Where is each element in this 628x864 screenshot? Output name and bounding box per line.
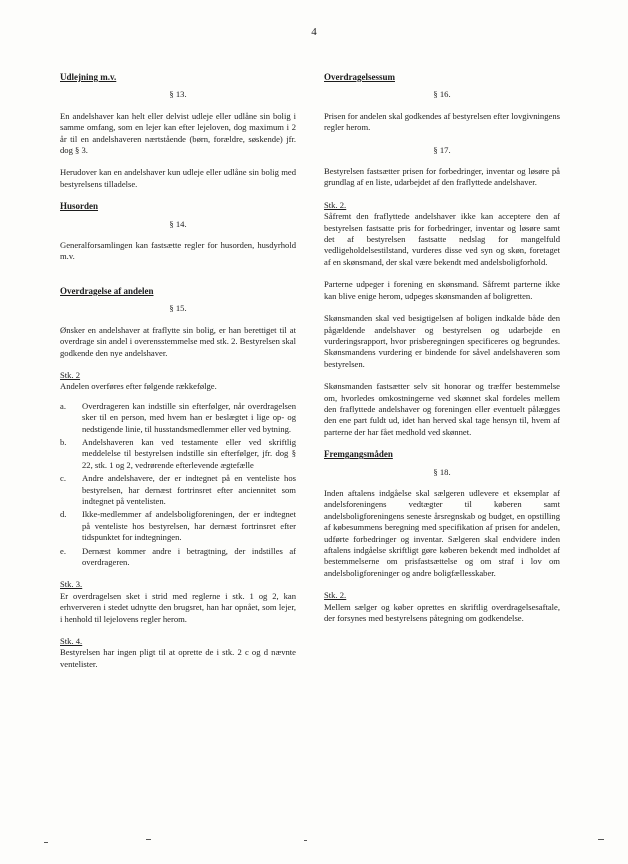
section-15: § 15. — [169, 303, 187, 314]
paragraph-18-1: Inden aftalens indgåelse skal sælgeren udlevere et eksemplar af andelsforeningens vedtægter til køberen samt andelsboligforeningens seneste årsregnskab og budget, en opstilling af købesummens beregning med specifikation af prisen for andelen, udførte forbedringer og inventar. Sælgeren skal endvidere inden aftalens indgåelse skriftligt gøre køberen bekendt med indholdet af bestemmelserne om prisfastsættelse og om straf i lov om andelsboligforeninger og andre boligfællesskaber. — [324, 487, 560, 578]
heading-overdragelsessum: Overdragelsessum — [324, 72, 395, 82]
list-item — [60, 509, 296, 543]
paragraph-13-2: Herudover kan en andelshaver kun udleje eller udlåne sin bolig med bestyrelsens tilladelse. — [60, 167, 296, 189]
paragraph-17-skonsmanden: Skønsmanden skal ved besigtigelsen af boligen indkalde både den pågældende andelshaver og bestyrelsen og udarbejde en vurderingsrapport, hvor prisberegningen specificeres og begrundes. Skønsmandens vurdering er bindende for såvel andelshaveren som bestyrelsen. — [324, 313, 560, 369]
list-item-text: Andre andelshavere, der er indtegnet på en venteliste hos bestyrelsen, har dernæst fortrinsret efter anciennitet som indtegnet på ventelisten. — [82, 473, 296, 506]
list-item — [60, 401, 296, 435]
list-item-text: Dernæst kommer andre i betragtning, der indstilles af overdrageren. — [82, 545, 296, 567]
heading-husorden: Husorden — [60, 201, 99, 212]
paragraph-15-3: Er overdragelsen sket i strid med reglerne i stk. 1 og 2, kan erhververen i stedet udnytte den brugsret, han har opnået, som lejer, i henhold til lejelovens regler herom. — [60, 590, 296, 624]
section-14: § 14. — [169, 218, 187, 229]
heading-fremgangsmaaden: Fremgangsmåden — [324, 449, 393, 460]
paragraph-17-parterne: Parterne udpeger i forening en skønsmand. Såfremt parterne ikke kan blive enige herom, udpeges skønsmanden af boligretten. — [324, 279, 560, 301]
paragraph-15-1: Ønsker en andelshaver at fraflytte sin bolig, er han berettiget til at overdrage sin andel i overensstemmelse med stk. 2. Bestyrelsen skal godkende den nye andelshaver. — [60, 324, 296, 358]
page-number: 4 — [311, 26, 317, 38]
list-item — [60, 437, 296, 471]
list-item-text: Andelshaveren kan ved testamente eller ved skriftlig meddelelse til bestyrelsen indstille sin efterfølger, jfr. dog § 22, stk. 1 og 2, vedrørende efterlevende ægtefælle — [82, 436, 296, 470]
scan-mark — [598, 839, 604, 840]
right-column — [324, 72, 560, 635]
list-item-label: c. — [60, 473, 66, 484]
list-item-label: d. — [60, 509, 67, 520]
paragraph-17-2: Såfremt den fraflyttede andelshaver ikke kan acceptere den af bestyrelsen fastsatte pris for forbedringer, inventar og løsøre samt det af bestyrelsen fastsatte nedslag for mangelfuld vedligeholdelsestilstand, vurderes disse ved syn og skøn, foretaget af en skønsmand, der skal være bekendt med andelsboligforhold. — [324, 211, 560, 267]
section-18: § 18. — [433, 466, 451, 477]
scan-mark — [304, 840, 307, 841]
scan-mark — [44, 842, 48, 843]
stk-label-15-3: Stk. 3. — [60, 579, 83, 590]
paragraph-13-1: En andelshaver kan helt eller delvist udleje eller udlåne sin bolig i samme omfang, som en lejer kan efter lejeloven, dog maximum i 2 år til en andelshaveren nærtstående (børn, forældre, søskende) jfr. dog § 3. — [60, 110, 296, 156]
paragraph-16-1: Prisen for andelen skal godkendes af bestyrelsen efter lovgivningens regler herom. — [324, 110, 560, 133]
stk-label-15-4: Stk. 4. — [60, 636, 83, 647]
list-item-text: Overdrageren kan indstille sin efterfølger, når overdragelsen sker til en person, med hvem han er beslægtet i lige op- og nedstigende linie, til husstandsmedlemmer eller ved bytning. — [82, 400, 296, 434]
section-13: § 13. — [169, 89, 187, 100]
list-item-label: a. — [60, 400, 66, 411]
paragraph-15-2-intro: Andelen overføres efter følgende rækkefølge. — [60, 381, 217, 392]
stk-label-18-2: Stk. 2. — [324, 590, 347, 601]
paragraph-17-1: Bestyrelsen fastsætter prisen for forbedringer, inventar og løsøre på grundlag af en liste, udarbejdet af den fraflyttede andelshaver. — [324, 166, 560, 188]
section-16: § 16. — [433, 89, 451, 100]
heading-overdragelse: Overdragelse af andelen — [60, 285, 154, 296]
section-17: § 17. — [433, 144, 451, 155]
heading-udlejning: Udlejning m.v. — [60, 72, 117, 82]
scan-mark — [146, 839, 151, 840]
list-item-label: b. — [60, 436, 67, 447]
paragraph-15-4: Bestyrelsen har ingen pligt til at oprette de i stk. 2 c og d nævnte ventelister. — [60, 647, 296, 669]
stk-label-15-2: Stk. 2 — [60, 369, 81, 380]
left-column — [60, 72, 296, 681]
paragraph-14-1: Generalforsamlingen kan fastsætte regler for husorden, husdyrhold m.v. — [60, 240, 296, 262]
succession-list — [60, 401, 296, 569]
list-item-text: Ikke-medlemmer af andelsboligforeningen, der er indtegnet på venteliste hos bestyrelsen, har dernæst fortrinsret efter tidspunktet for indtegningen. — [82, 509, 296, 543]
list-item — [60, 546, 296, 569]
paragraph-18-2: Mellem sælger og køber oprettes en skriftlig overdragelsesaftale, der forsynes med bestyrelsens påtegning om godkendelse. — [324, 601, 560, 624]
paragraph-17-honorar: Skønsmanden fastsætter selv sit honorar og træffer bestemmelse om, hvorledes omkostningerne ved skønnet skal fordeles mellem den fraflyttede andelshaver og foreningen eller eventuelt pålægges den ene part fuldt ud, idet han herved skal tage hensyn til, hvem af parterne der har fået medhold ved skønnet. — [324, 381, 560, 437]
scan-marks — [0, 842, 628, 852]
list-item — [60, 473, 296, 507]
stk-label-17-2: Stk. 2. — [324, 199, 347, 210]
list-item-label: e. — [60, 545, 66, 556]
